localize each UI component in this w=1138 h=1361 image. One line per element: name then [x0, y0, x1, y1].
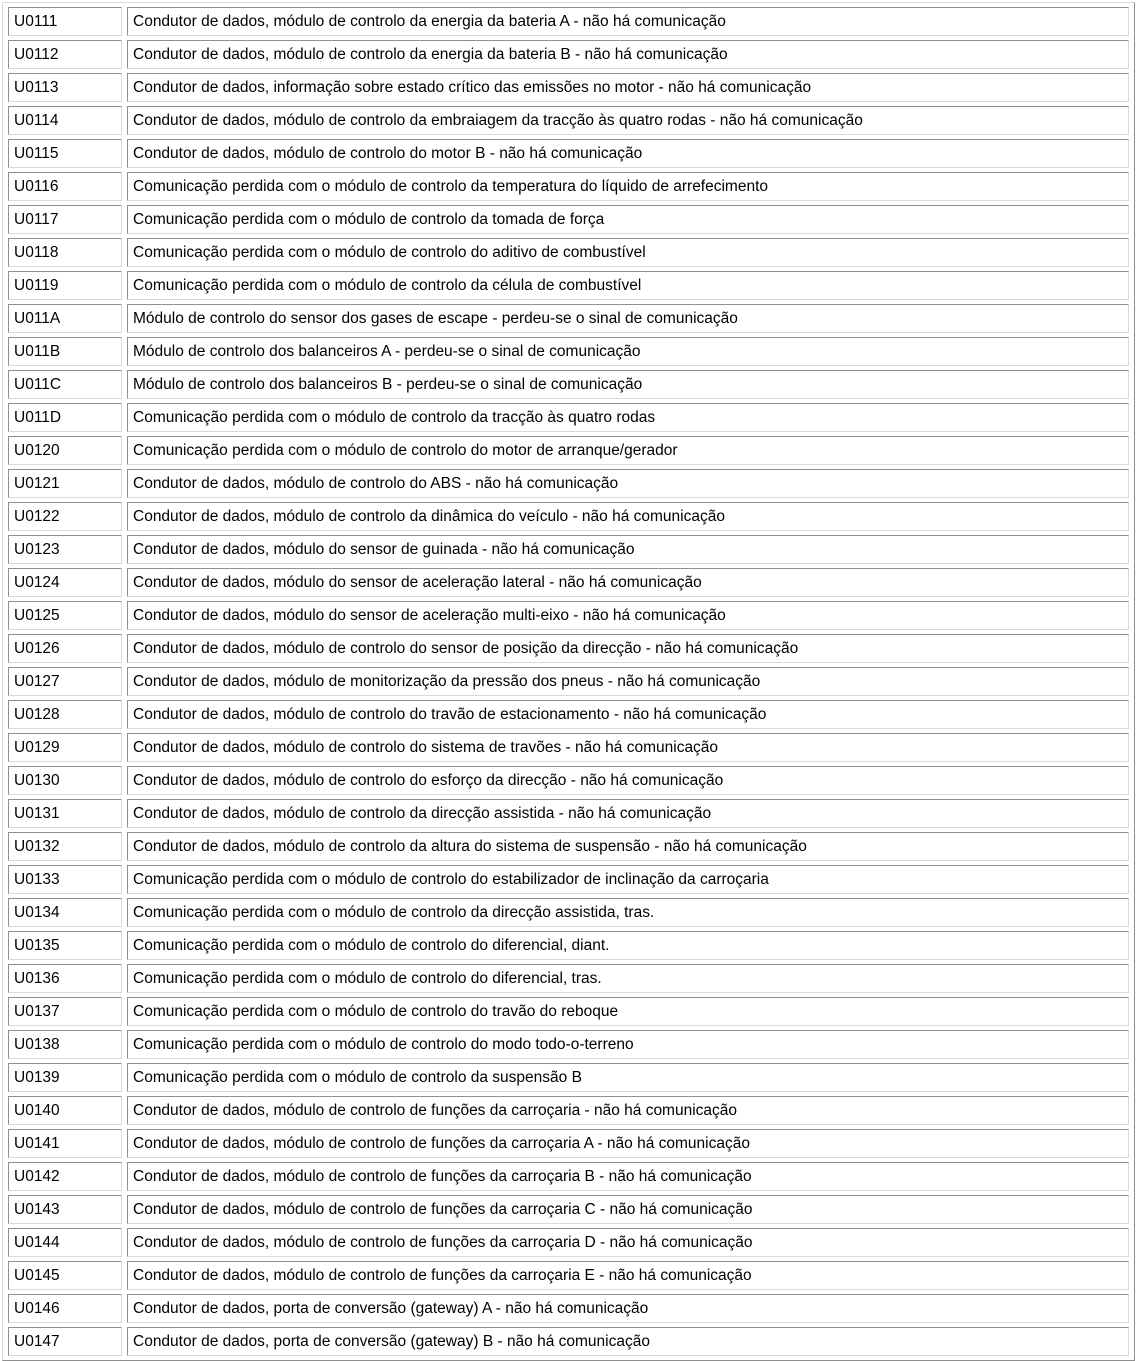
- code-cell: U0145: [8, 1261, 122, 1290]
- table-row: [8, 733, 1129, 762]
- code-cell: U0119: [8, 271, 122, 300]
- table-row: [8, 1063, 1129, 1092]
- code-cell: U0130: [8, 766, 122, 795]
- description-cell: Condutor de dados, módulo do sensor de aceleração lateral - não há comunicação: [127, 568, 1129, 597]
- description-cell: Condutor de dados, módulo do sensor de aceleração multi-eixo - não há comunicação: [127, 601, 1129, 630]
- table-row: [8, 766, 1129, 795]
- code-cell: U0147: [8, 1327, 122, 1356]
- table-row: [8, 700, 1129, 729]
- description-cell: Condutor de dados, módulo de controlo do travão de estacionamento - não há comunicação: [127, 700, 1129, 729]
- table-row: [8, 1129, 1129, 1158]
- code-cell: U0117: [8, 205, 122, 234]
- table-row: [8, 205, 1129, 234]
- description-cell: Condutor de dados, informação sobre estado crítico das emissões no motor - não há comunicação: [127, 73, 1129, 102]
- description-cell: Condutor de dados, porta de conversão (gateway) B - não há comunicação: [127, 1327, 1129, 1356]
- description-cell: Comunicação perdida com o módulo de controlo do diferencial, tras.: [127, 964, 1129, 993]
- table-row: [8, 1294, 1129, 1323]
- table-row: [8, 139, 1129, 168]
- code-cell: U0124: [8, 568, 122, 597]
- description-cell: Módulo de controlo dos balanceiros A - perdeu-se o sinal de comunicação: [127, 337, 1129, 366]
- description-cell: Comunicação perdida com o módulo de controlo da célula de combustível: [127, 271, 1129, 300]
- code-cell: U011C: [8, 370, 122, 399]
- code-cell: U0146: [8, 1294, 122, 1323]
- code-cell: U0128: [8, 700, 122, 729]
- description-cell: Condutor de dados, módulo de controlo de funções da carroçaria B - não há comunicação: [127, 1162, 1129, 1191]
- code-cell: U0123: [8, 535, 122, 564]
- table-row: [8, 436, 1129, 465]
- code-cell: U0118: [8, 238, 122, 267]
- description-cell: Condutor de dados, módulo de controlo de funções da carroçaria A - não há comunicação: [127, 1129, 1129, 1158]
- table-row: [8, 634, 1129, 663]
- code-cell: U0113: [8, 73, 122, 102]
- description-cell: Condutor de dados, módulo de controlo de funções da carroçaria E - não há comunicação: [127, 1261, 1129, 1290]
- code-cell: U0131: [8, 799, 122, 828]
- table-row: [8, 370, 1129, 399]
- description-cell: Condutor de dados, módulo do sensor de guinada - não há comunicação: [127, 535, 1129, 564]
- code-cell: U011D: [8, 403, 122, 432]
- code-cell: U0122: [8, 502, 122, 531]
- description-cell: Condutor de dados, porta de conversão (gateway) A - não há comunicação: [127, 1294, 1129, 1323]
- table-row: [8, 304, 1129, 333]
- code-cell: U0133: [8, 865, 122, 894]
- table-row: [8, 931, 1129, 960]
- description-cell: Condutor de dados, módulo de controlo de funções da carroçaria - não há comunicação: [127, 1096, 1129, 1125]
- table-row: [8, 865, 1129, 894]
- table-row: [8, 1030, 1129, 1059]
- table-row: [8, 502, 1129, 531]
- description-cell: Comunicação perdida com o módulo de controlo do motor de arranque/gerador: [127, 436, 1129, 465]
- code-cell: U0120: [8, 436, 122, 465]
- description-cell: Condutor de dados, módulo de controlo da embraiagem da tracção às quatro rodas - não há comunicação: [127, 106, 1129, 135]
- description-cell: Condutor de dados, módulo de controlo da energia da bateria A - não há comunicação: [127, 7, 1129, 36]
- description-cell: Módulo de controlo do sensor dos gases de escape - perdeu-se o sinal de comunicação: [127, 304, 1129, 333]
- table-row: [8, 238, 1129, 267]
- table-row: [8, 535, 1129, 564]
- table-row: [8, 1195, 1129, 1224]
- table-row: [8, 1228, 1129, 1257]
- code-cell: U0142: [8, 1162, 122, 1191]
- description-cell: Comunicação perdida com o módulo de controlo do modo todo-o-terreno: [127, 1030, 1129, 1059]
- table-row: [8, 106, 1129, 135]
- description-cell: Comunicação perdida com o módulo de controlo do estabilizador de inclinação da carroçaria: [127, 865, 1129, 894]
- table-row: [8, 799, 1129, 828]
- code-cell: U0129: [8, 733, 122, 762]
- description-cell: Condutor de dados, módulo de controlo do esforço da direcção - não há comunicação: [127, 766, 1129, 795]
- code-cell: U0125: [8, 601, 122, 630]
- table-row: [8, 568, 1129, 597]
- code-cell: U0143: [8, 1195, 122, 1224]
- table-row: [8, 40, 1129, 69]
- code-cell: U0116: [8, 172, 122, 201]
- description-cell: Condutor de dados, módulo de controlo da energia da bateria B - não há comunicação: [127, 40, 1129, 69]
- dtc-table-body: [8, 7, 1129, 1356]
- description-cell: Condutor de dados, módulo de controlo de funções da carroçaria C - não há comunicação: [127, 1195, 1129, 1224]
- code-cell: U0140: [8, 1096, 122, 1125]
- table-row: [8, 601, 1129, 630]
- code-cell: U0136: [8, 964, 122, 993]
- table-row: [8, 964, 1129, 993]
- code-cell: U011B: [8, 337, 122, 366]
- table-row: [8, 469, 1129, 498]
- description-cell: Comunicação perdida com o módulo de controlo do aditivo de combustível: [127, 238, 1129, 267]
- table-row: [8, 997, 1129, 1026]
- code-cell: U0139: [8, 1063, 122, 1092]
- description-cell: Comunicação perdida com o módulo de controlo da suspensão B: [127, 1063, 1129, 1092]
- code-cell: U011A: [8, 304, 122, 333]
- description-cell: Condutor de dados, módulo de controlo da altura do sistema de suspensão - não há comunicação: [127, 832, 1129, 861]
- description-cell: Condutor de dados, módulo de controlo do motor B - não há comunicação: [127, 139, 1129, 168]
- table-row: [8, 667, 1129, 696]
- description-cell: Condutor de dados, módulo de controlo do sistema de travões - não há comunicação: [127, 733, 1129, 762]
- description-cell: Condutor de dados, módulo de controlo de funções da carroçaria D - não há comunicação: [127, 1228, 1129, 1257]
- description-cell: Comunicação perdida com o módulo de controlo da temperatura do líquido de arrefecimento: [127, 172, 1129, 201]
- code-cell: U0126: [8, 634, 122, 663]
- code-cell: U0132: [8, 832, 122, 861]
- table-row: [8, 337, 1129, 366]
- description-cell: Condutor de dados, módulo de controlo do ABS - não há comunicação: [127, 469, 1129, 498]
- description-cell: Condutor de dados, módulo de controlo da dinâmica do veículo - não há comunicação: [127, 502, 1129, 531]
- description-cell: Comunicação perdida com o módulo de controlo da direcção assistida, tras.: [127, 898, 1129, 927]
- table-row: [8, 73, 1129, 102]
- code-cell: U0127: [8, 667, 122, 696]
- table-row: [8, 832, 1129, 861]
- code-cell: U0144: [8, 1228, 122, 1257]
- dtc-code-table: [2, 2, 1135, 1361]
- description-cell: Comunicação perdida com o módulo de controlo da tomada de força: [127, 205, 1129, 234]
- description-cell: Condutor de dados, módulo de monitorização da pressão dos pneus - não há comunicação: [127, 667, 1129, 696]
- table-row: [8, 403, 1129, 432]
- description-cell: Comunicação perdida com o módulo de controlo do travão do reboque: [127, 997, 1129, 1026]
- code-cell: U0115: [8, 139, 122, 168]
- table-row: [8, 1096, 1129, 1125]
- code-cell: U0121: [8, 469, 122, 498]
- code-cell: U0135: [8, 931, 122, 960]
- table-row: [8, 7, 1129, 36]
- code-cell: U0134: [8, 898, 122, 927]
- code-cell: U0137: [8, 997, 122, 1026]
- table-row: [8, 271, 1129, 300]
- table-row: [8, 1261, 1129, 1290]
- code-cell: U0141: [8, 1129, 122, 1158]
- table-row: [8, 898, 1129, 927]
- description-cell: Comunicação perdida com o módulo de controlo da tracção às quatro rodas: [127, 403, 1129, 432]
- description-cell: Comunicação perdida com o módulo de controlo do diferencial, diant.: [127, 931, 1129, 960]
- table-row: [8, 172, 1129, 201]
- code-cell: U0114: [8, 106, 122, 135]
- description-cell: Condutor de dados, módulo de controlo do sensor de posição da direcção - não há comunicação: [127, 634, 1129, 663]
- description-cell: Condutor de dados, módulo de controlo da direcção assistida - não há comunicação: [127, 799, 1129, 828]
- table-row: [8, 1162, 1129, 1191]
- code-cell: U0111: [8, 7, 122, 36]
- code-cell: U0112: [8, 40, 122, 69]
- code-cell: U0138: [8, 1030, 122, 1059]
- description-cell: Módulo de controlo dos balanceiros B - perdeu-se o sinal de comunicação: [127, 370, 1129, 399]
